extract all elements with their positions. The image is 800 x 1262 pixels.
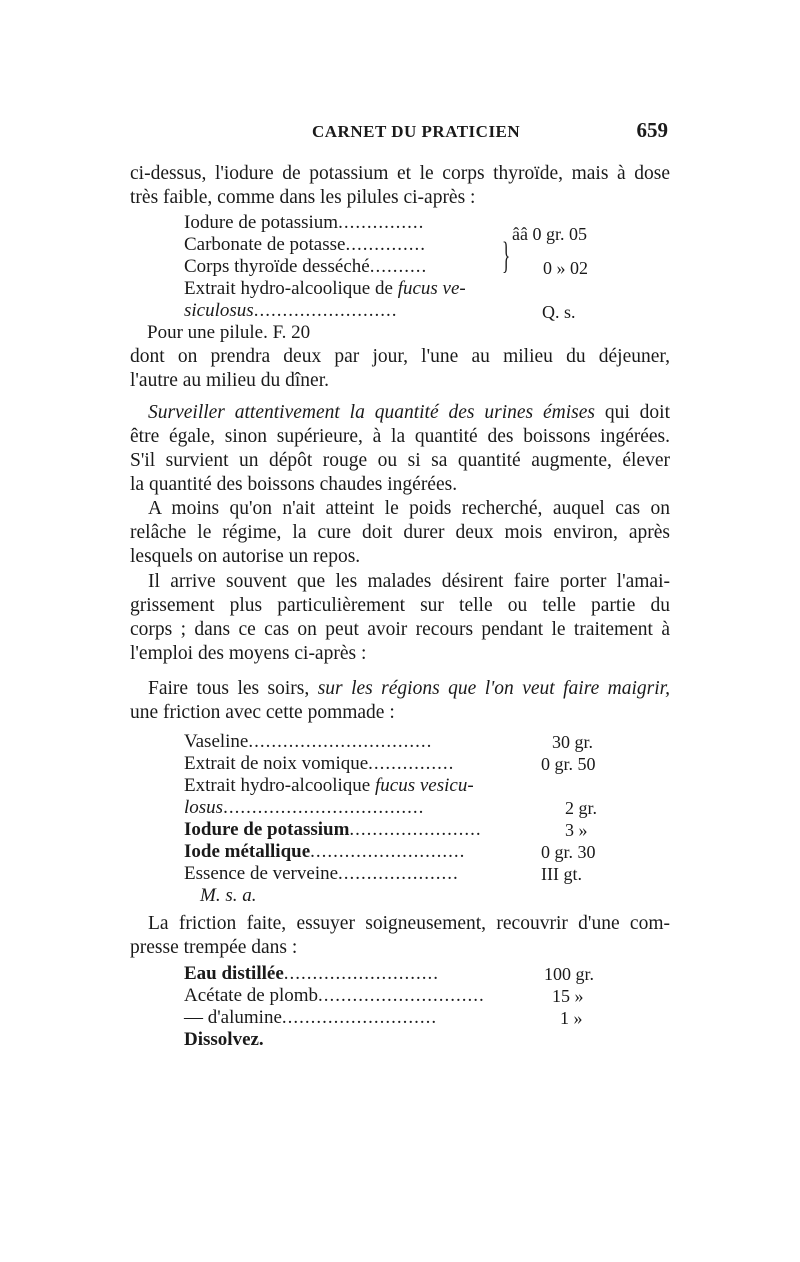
recipe-quantity: 3 » <box>565 820 588 840</box>
recipe-ingredient: — d'alumine........................... <box>184 1007 438 1028</box>
recipe-ingredient: Eau distillée........................... <box>184 963 440 984</box>
recipe-ingredient: siculosus......................... <box>184 300 398 321</box>
page-header <box>130 118 670 148</box>
recipe-ingredient: Iodure de potassium....................... <box>184 819 482 840</box>
recipe-ingredient: Essence de verveine..................... <box>184 863 459 884</box>
recipe-instruction: M. s. a. <box>200 885 257 906</box>
text-line: presse trempée dans : <box>130 937 298 958</box>
text-line: Surveiller attentivement la quantité des urines émises qui doit <box>148 402 670 423</box>
text-line: une friction avec cette pommade : <box>130 702 395 723</box>
text-line: relâche le régime, la cure doit durer deux mois environ, après <box>130 522 670 543</box>
recipe-quantity: III gt. <box>541 864 582 884</box>
text-line: très faible, comme dans les pilules ci-après : <box>130 187 476 208</box>
text-line: A moins qu'on n'ait atteint le poids recherché, auquel cas on <box>148 498 670 519</box>
text-line: ci-dessus, l'iodure de potassium et le corps thyroïde, mais à dose <box>130 163 670 184</box>
brace-symbol: } <box>502 235 511 277</box>
recipe-quantity: Q. s. <box>542 302 576 322</box>
text-line: Il arrive souvent que les malades désirent faire porter l'amai- <box>148 571 670 592</box>
recipe-quantity: 15 » <box>552 986 584 1006</box>
text-line: être égale, sinon supérieure, à la quantité des boissons ingérées. <box>130 426 670 447</box>
text-line: l'autre au milieu du dîner. <box>130 370 329 391</box>
recipe-ingredient: losus................................... <box>184 797 425 818</box>
recipe-quantity: 30 gr. <box>552 732 594 752</box>
recipe-ingredient: Extrait de noix vomique............... <box>184 753 455 774</box>
recipe-ingredient: Corps thyroïde desséché.......... <box>184 256 428 277</box>
recipe-quantity: 1 » <box>560 1008 583 1028</box>
recipe-instruction: Pour une pilule. F. 20 <box>147 322 311 343</box>
text-line: la quantité des boissons chaudes ingérées. <box>130 474 458 495</box>
text-line: Faire tous les soirs, sur les régions que l'on veut faire maigrir, <box>148 678 670 699</box>
recipe-instruction: Dissolvez. <box>184 1029 264 1050</box>
recipe-ingredient: Carbonate de potasse.............. <box>184 234 426 255</box>
text-line: La friction faite, essuyer soigneusement, recouvrir d'une com- <box>148 913 670 934</box>
recipe-ingredient: Extrait hydro-alcoolique de fucus ve- <box>184 278 466 299</box>
recipe-quantity: 2 gr. <box>565 798 598 818</box>
text-line: lesquels on autorise un repos. <box>130 546 361 567</box>
text-line: l'emploi des moyens ci-après : <box>130 643 367 664</box>
text-line: S'il survient un dépôt rouge ou si sa quantité augmente, élever <box>130 450 670 471</box>
recipe-ingredient: Iode métallique........................... <box>184 841 466 862</box>
recipe-quantity: ââ 0 gr. 05 <box>512 224 587 244</box>
running-head: CARNET DU PRATICIEN <box>312 122 521 141</box>
recipe-quantity: 100 gr. <box>544 964 595 984</box>
recipe-ingredient: Acétate de plomb............................. <box>184 985 485 1006</box>
recipe-quantity: 0 » 02 <box>543 258 588 278</box>
recipe-quantity: 0 gr. 50 <box>541 754 596 774</box>
text-line: corps ; dans ce cas on peut avoir recours pendant le traitement à <box>130 619 670 640</box>
page-number: 659 <box>636 118 668 142</box>
recipe-ingredient: Vaseline................................ <box>184 731 433 752</box>
text-line: dont on prendra deux par jour, l'une au milieu du déjeuner, <box>130 346 670 367</box>
recipe-quantity: 0 gr. 30 <box>541 842 596 862</box>
recipe-ingredient: Extrait hydro-alcoolique fucus vesicu- <box>184 775 474 796</box>
text-line: grissement plus particulièrement sur telle ou telle partie du <box>130 595 670 616</box>
recipe-ingredient: Iodure de potassium............... <box>184 212 425 233</box>
